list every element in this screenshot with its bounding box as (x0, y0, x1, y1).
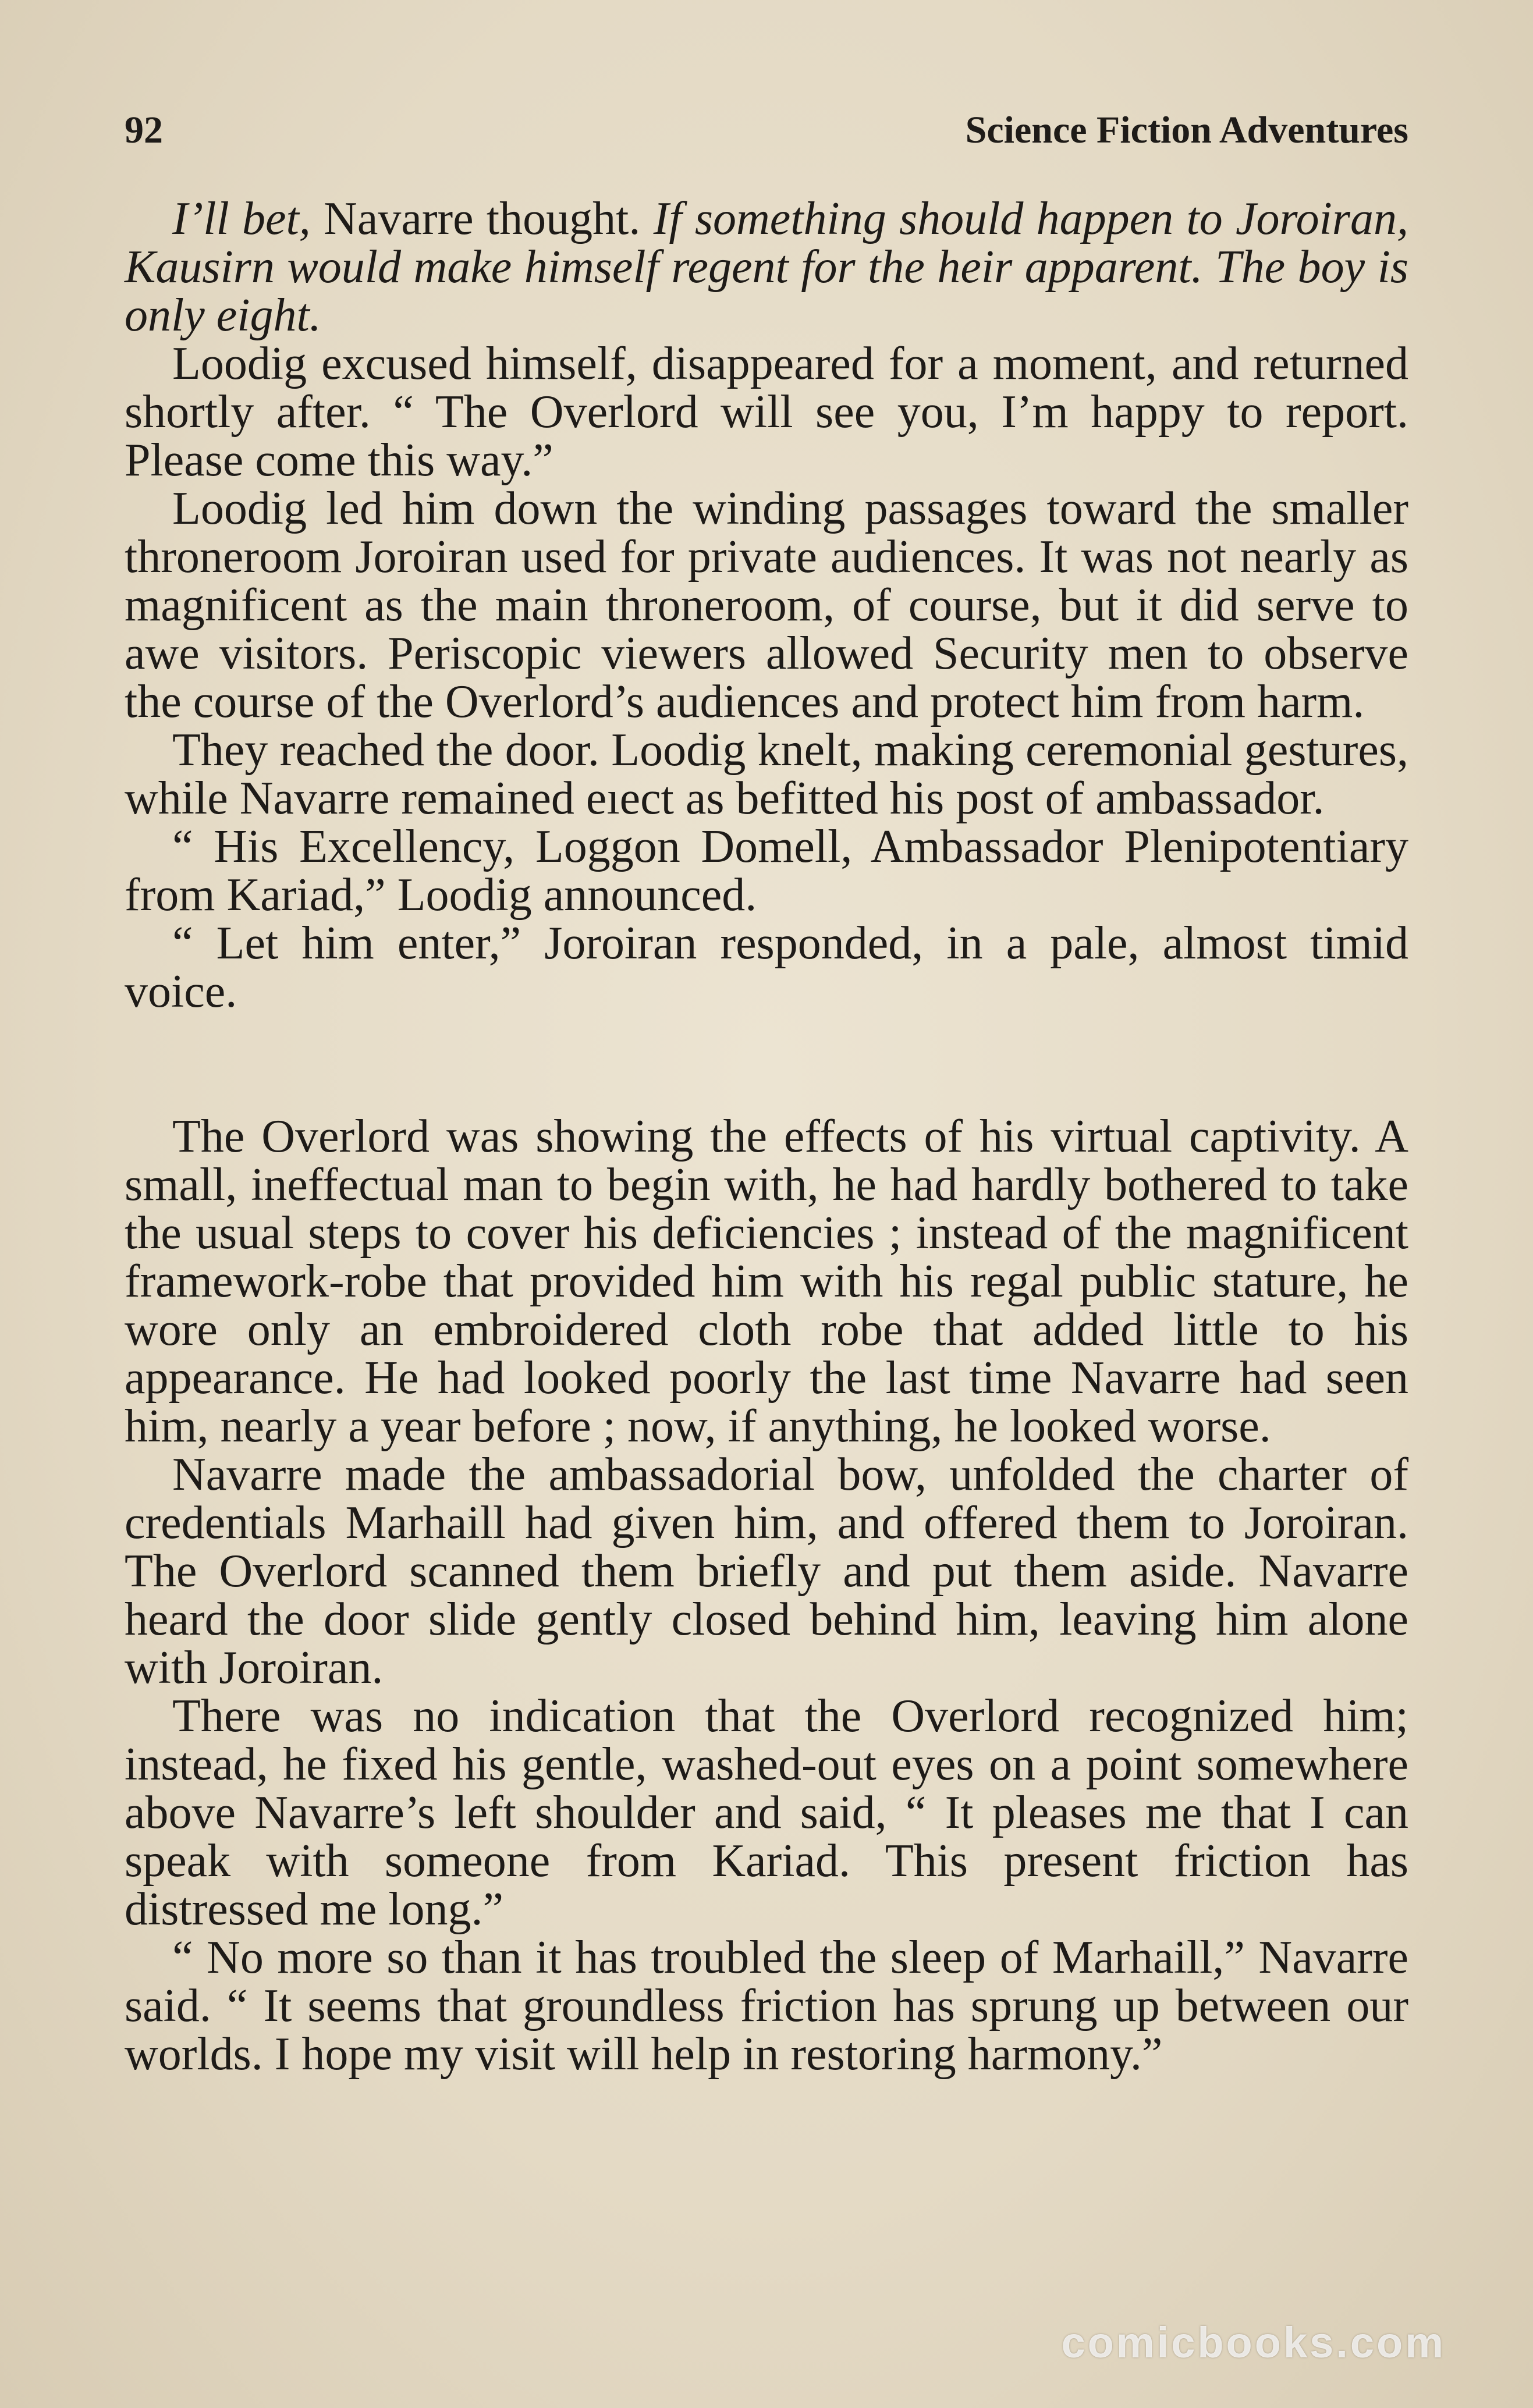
page-number: 92 (125, 109, 163, 151)
paragraph-6: “ Let him enter,” Joroiran responded, in a pale, almost timid voice. (125, 918, 1408, 1017)
paragraph-7: The Overlord was showing the effects of his virtual captivity. A small, ineffectual man to begin with, he had hardly bothered to take the usual steps to cover his deficiencies ; instead of the magnificent framework-robe that provided him with his regal public stature, he wore only an embroidered cloth robe that added little to his appearance. He had looked poorly the last time Navarre had seen him, nearly a year before ; now, if anything, he looked worse. (125, 1111, 1408, 1452)
watermark: comicbooks.com (1061, 2318, 1446, 2367)
running-title: Science Fiction Adventures (965, 109, 1408, 151)
page-header (125, 108, 1408, 161)
paragraph-9: There was no indication that the Overlord recognized him; instead, he fixed his gentle, washed-out eyes on a point somewhere above Navarre’s left shoulder and said, “ It pleases me that I can speak with someone from Kariad. This present friction has distressed me long.” (125, 1690, 1408, 1935)
page-body (125, 195, 1408, 2079)
paragraph-3: Loodig led him down the winding passages toward the smaller throneroom Joroiran used for private audiences. It was not nearly as magnificent as the main throneroom, of course, but it did serve to awe visitors. Periscopic viewers allowed Security men to observe the course of the Overlord’s audiences and protect him from harm. (125, 483, 1408, 727)
paragraph-10: “ No more so than it has troubled the sleep of Marhaill,” Navarre said. “ It seems that groundless friction has sprung up between our worlds. I hope my visit will help in restoring harmony.” (125, 1932, 1408, 2080)
paragraph-2: Loodig excused himself, disappeared for a moment, and returned shortly after. “ The Overlord will see you, I’m happy to report. Please come this way.” (125, 338, 1408, 486)
italic-thought-2: If something should happen to Joroiran, Kausirn would make himself regent for the heir apparent. The boy is only eight. (125, 193, 1409, 341)
thought-attribution: Navarre thought. (310, 193, 654, 244)
italic-thought-1: I’ll bet, (172, 193, 311, 244)
paragraph-5: “ His Excellency, Loggon Domell, Ambassador Plenipotentiary from Kariad,” Loodig announced. (125, 821, 1408, 921)
paragraph-8: Navarre made the ambassadorial bow, unfolded the charter of credentials Marhaill had given him, and offered them to Joroiran. The Overlord scanned them briefly and put them aside. Navarre heard the door slide gently closed behind him, leaving him alone with Joroiran. (125, 1449, 1408, 1693)
paragraph-4: They reached the door. Loodig knelt, making ceremonial gestures, while Navarre remained eıect as befitted his post of ambassador. (125, 724, 1408, 824)
section-break (125, 1016, 1408, 1113)
paragraph-1 (125, 195, 1408, 340)
